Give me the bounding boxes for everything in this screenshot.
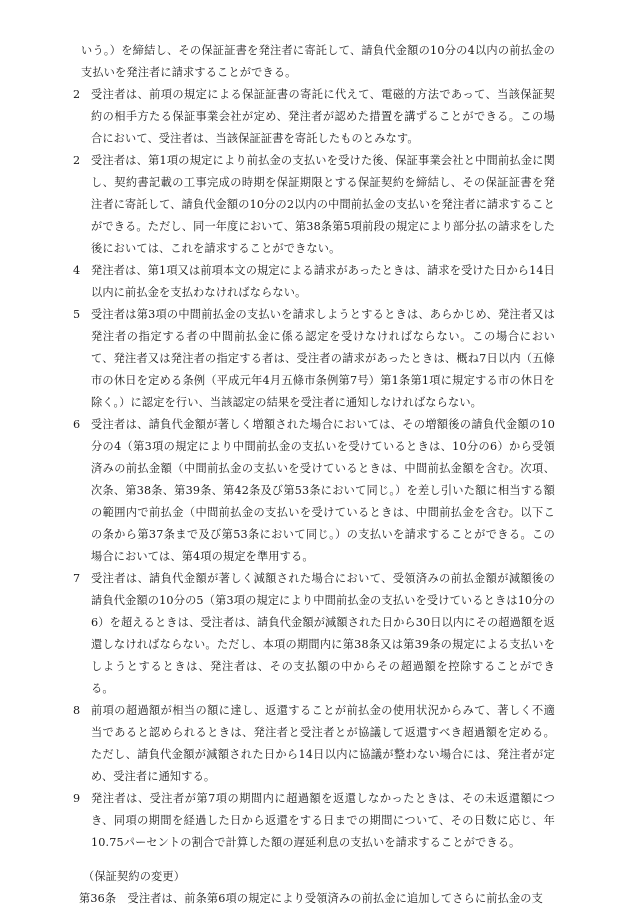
clause-text: 受注者は、第1項の規定により前払金の支払いを受けた後、保証事業会社と中間前払金に関し、契約書記載の工事完成の時期を保証期限とする保証契約を締結し、その保証証書を発注者に寄託して、請負代金額の10分の2以内の中間前払金の支払いを発注者に請求することができる。ただし、同一年度において、第38条第5項前段の規定により部分払の請求をした後においては、これを請求することができない。 bbox=[91, 154, 555, 255]
clause-number: 7 bbox=[73, 572, 81, 585]
clause-text: 発注者は、第1項又は前項本文の規定による請求があったときは、請求を受けた日から14日以内に前払金を支払わなければならない。 bbox=[91, 264, 555, 299]
clause-number: 9 bbox=[73, 792, 81, 805]
clause-6 bbox=[73, 414, 555, 568]
clause-number: 4 bbox=[73, 264, 81, 277]
section-gap bbox=[81, 854, 555, 866]
clause-number: 6 bbox=[73, 418, 81, 431]
clause-number: 2 bbox=[73, 154, 81, 167]
section-heading: （保証契約の変更） bbox=[83, 870, 186, 883]
clause-4 bbox=[73, 260, 555, 304]
clause-9 bbox=[73, 788, 555, 854]
clause-text: 発注者は、受注者が第7項の期間内に超過額を返還しなかったときは、その未返還額につき、同項の期間を経過した日から返還をする日までの期間について、その日数に応じ、年10.75パーセントの割合で計算した額の遅延利息の支払いを請求することができる。 bbox=[91, 792, 555, 849]
continuation-paragraph: いう。）を締結し、その保証証書を発注者に寄託して、請負代金額の10分の4以内の前払金の支払いを発注者に請求することができる。 bbox=[81, 44, 555, 79]
clause-8 bbox=[73, 700, 555, 788]
clause-text: 受注者は、請負代金額が著しく増額された場合においては、その増額後の請負代金額の10分の4（第3項の規定により中間前払金の支払いを受けているときは、10分の6）から受領済みの前払金額（中間前払金の支払いを受けているときは、中間前払金額を含む。次項、次条、第38条、第39条、第42条及び第53条において同じ。）を差し引いた額に相当する額の範囲内で前払金（中間前払金の支払いを受けているときは、中間前払金を含む。以下この条から第37条まで及び第53条において同じ。）の支払いを請求することができる。この場合においては、第4項の規定を準用する。 bbox=[91, 418, 555, 563]
clause-number: 2 bbox=[73, 88, 81, 101]
clause-number: 8 bbox=[73, 704, 81, 717]
clause-2a bbox=[73, 84, 555, 150]
clause-number: 5 bbox=[73, 308, 81, 321]
clause-text: 前項の超過額が相当の額に達し、返還することが前払金の使用状況からみて、著しく不適当であると認められるときは、発注者と受注者とが協議して返還すべき超過額を定める。ただし、請負代金額が減額された日から14日以内に協議が整わない場合には、発注者が定め、受注者に通知する。 bbox=[91, 704, 555, 783]
article-36-text: 第36条 受注者は、前条第6項の規定により受領済みの前払金に追加してさらに前払金の支 bbox=[79, 892, 543, 905]
clause-text: 受注者は、前項の規定による保証証書の寄託に代えて、電磁的方法であって、当該保証契約の相手方たる保証事業会社が定め、発注者が認めた措置を講ずることができる。この場合において、受注者は、当該保証証書を寄託したものとみなす。 bbox=[91, 88, 555, 145]
document-page bbox=[73, 40, 555, 910]
clause-text: 受注者は、請負代金額が著しく減額された場合において、受領済みの前払金額が減額後の請負代金額の10分の5（第3項の規定により中間前払金の支払いを受けているときは10分の6）を超えるときは、受注者は、請負代金額が減額された日から30日以内にその超過額を返還しなければならない。ただし、本項の期間内に第38条又は第39条の規定による支払いをしようとするときは、発注者は、その支払額の中からその超過額を控除することができる。 bbox=[91, 572, 555, 695]
clause-7 bbox=[73, 568, 555, 700]
clause-5 bbox=[73, 304, 555, 414]
clause-text: 受注者は第3項の中間前払金の支払いを請求しようとするときは、あらかじめ、発注者又は発注者の指定する者の中間前払金に係る認定を受けなければならない。この場合において、発注者又は発注者の指定する者は、受注者の請求があったときは、概ね7日以内（五條市の休日を定める条例（平成元年4月五條市条例第7号）第1条第1項に規定する市の休日を除く。）に認定を行い、当該認定の結果を受注者に通知しなければならない。 bbox=[91, 308, 555, 409]
clause-2b bbox=[73, 150, 555, 260]
